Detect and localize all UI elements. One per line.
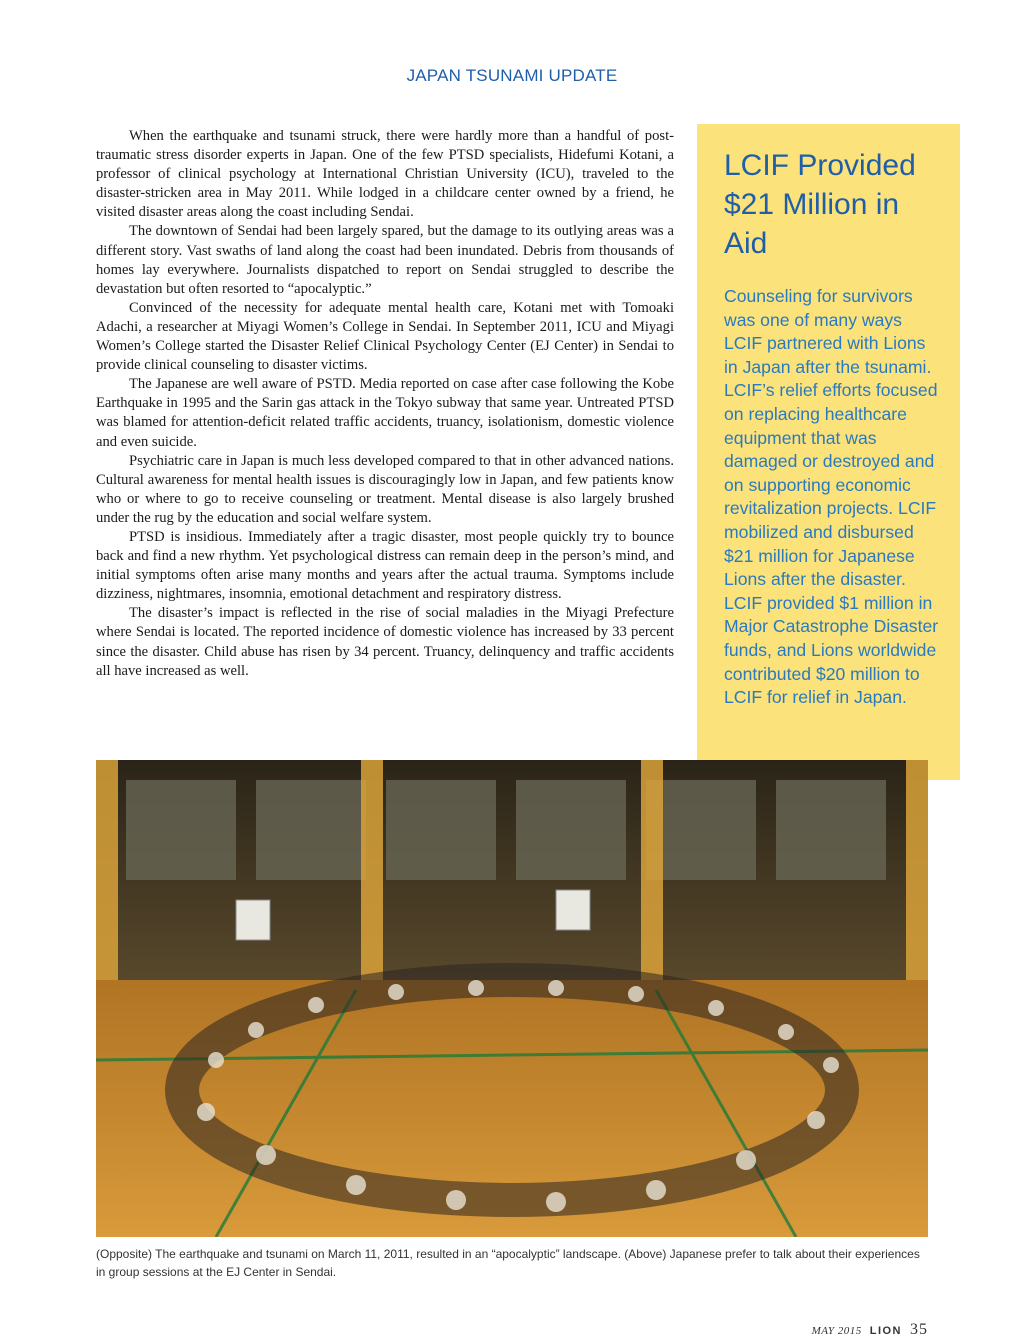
gymnasium-illustration	[96, 760, 928, 1237]
article-body	[96, 127, 674, 681]
group-session-photo	[96, 760, 928, 1237]
photo-caption: (Opposite) The earthquake and tsunami on March 11, 2011, resulted in an “apocalyptic” landscape. (Above) Japanese prefer to talk about their experiences in group sessions at the EJ Center in Sendai.	[96, 1247, 920, 1279]
issue-date: MAY 2015	[811, 1325, 862, 1337]
sidebar-box	[697, 124, 960, 780]
article-paragraph: Psychiatric care in Japan is much less developed compared to that in other advanced nations. Cultural awareness for mental health issues is discouragingly low in Japan, and few patients know who or where to go to receive counseling or treatment. Mental disease is also largely brushed under the rug by the education and social welfare system.	[96, 452, 674, 526]
article-paragraph: The disaster’s impact is reflected in the rise of social maladies in the Miyagi Prefecture where Sendai is located. The reported incidence of domestic violence has increased by 33 percent since the disaster. Child abuse has risen by 34 percent. Truancy, delinquency and traffic accidents all have increased as well.	[96, 605, 674, 679]
article-paragraph: PTSD is insidious. Immediately after a tragic disaster, most people quickly try to bounce back and find a new rhythm. Yet psychological distress can remain deep in the person’s mind, and initial symptoms often arise many months and years after the actual trauma. Symptoms include dizziness, nightmares, insomnia, emotional detachment and respiratory distress.	[96, 528, 674, 603]
article-paragraph: The Japanese are well aware of PSTD. Media reported on case after case following the Kobe Earthquake in 1995 and the Sarin gas attack in the Tokyo subway that same year. Untreated PTSD was blamed for attention-deficit related traffic accidents, truancy, isolationism, domestic violence and even suicide.	[96, 376, 674, 450]
section-title: JAPAN TSUNAMI UPDATE	[406, 66, 618, 85]
sidebar-body: Counseling for survivors was one of many ways LCIF partnered with Lions in Japan after the tsunami. LCIF’s relief efforts focused on replacing healthcare equipment that was damaged or destroyed and on supporting economic revitalization projects. LCIF mobilized and disbursed $21 million for Japanese Lions after the disaster. LCIF provided $1 million in Major Catastrophe Disaster funds, and Lions worldwide contributed $20 million to LCIF for relief in Japan.	[724, 286, 939, 708]
article-paragraph: Convinced of the necessity for adequate mental health care, Kotani met with Tomoaki Adachi, a researcher at Miyagi Women’s College in Sendai. In September 2011, ICU and Miyagi Women’s College started the Disaster Relief Clinical Psychology Center (EJ Center) in Sendai to provide clinical counseling to disaster victims.	[96, 299, 674, 374]
article-paragraph: The downtown of Sendai had been largely spared, but the damage to its outlying areas was a different story. Vast swaths of land along the coast had been inundated. Debris from thousands of homes lay everywhere. Journalists dispatched to report on Sendai struggled to describe the devastation but often resorted to “apocalyptic.”	[96, 223, 674, 297]
page-number: 35	[910, 1321, 928, 1338]
sidebar-title: LCIF Provided $21 Million in Aid	[724, 149, 916, 260]
page-footer	[812, 1321, 928, 1339]
article-paragraph: When the earthquake and tsunami struck, there were hardly more than a handful of post-traumatic stress disorder experts in Japan. One of the few PTSD specialists, Hidefumi Kotani, a professor of clinical psychology at International Christian University (ICU), traveled to the disaster-stricken area in May 2011. While lodged in a childcare center owned by a friend, he visited disaster areas along the coast including Sendai.	[96, 128, 674, 221]
magazine-name: LION	[869, 1325, 902, 1337]
